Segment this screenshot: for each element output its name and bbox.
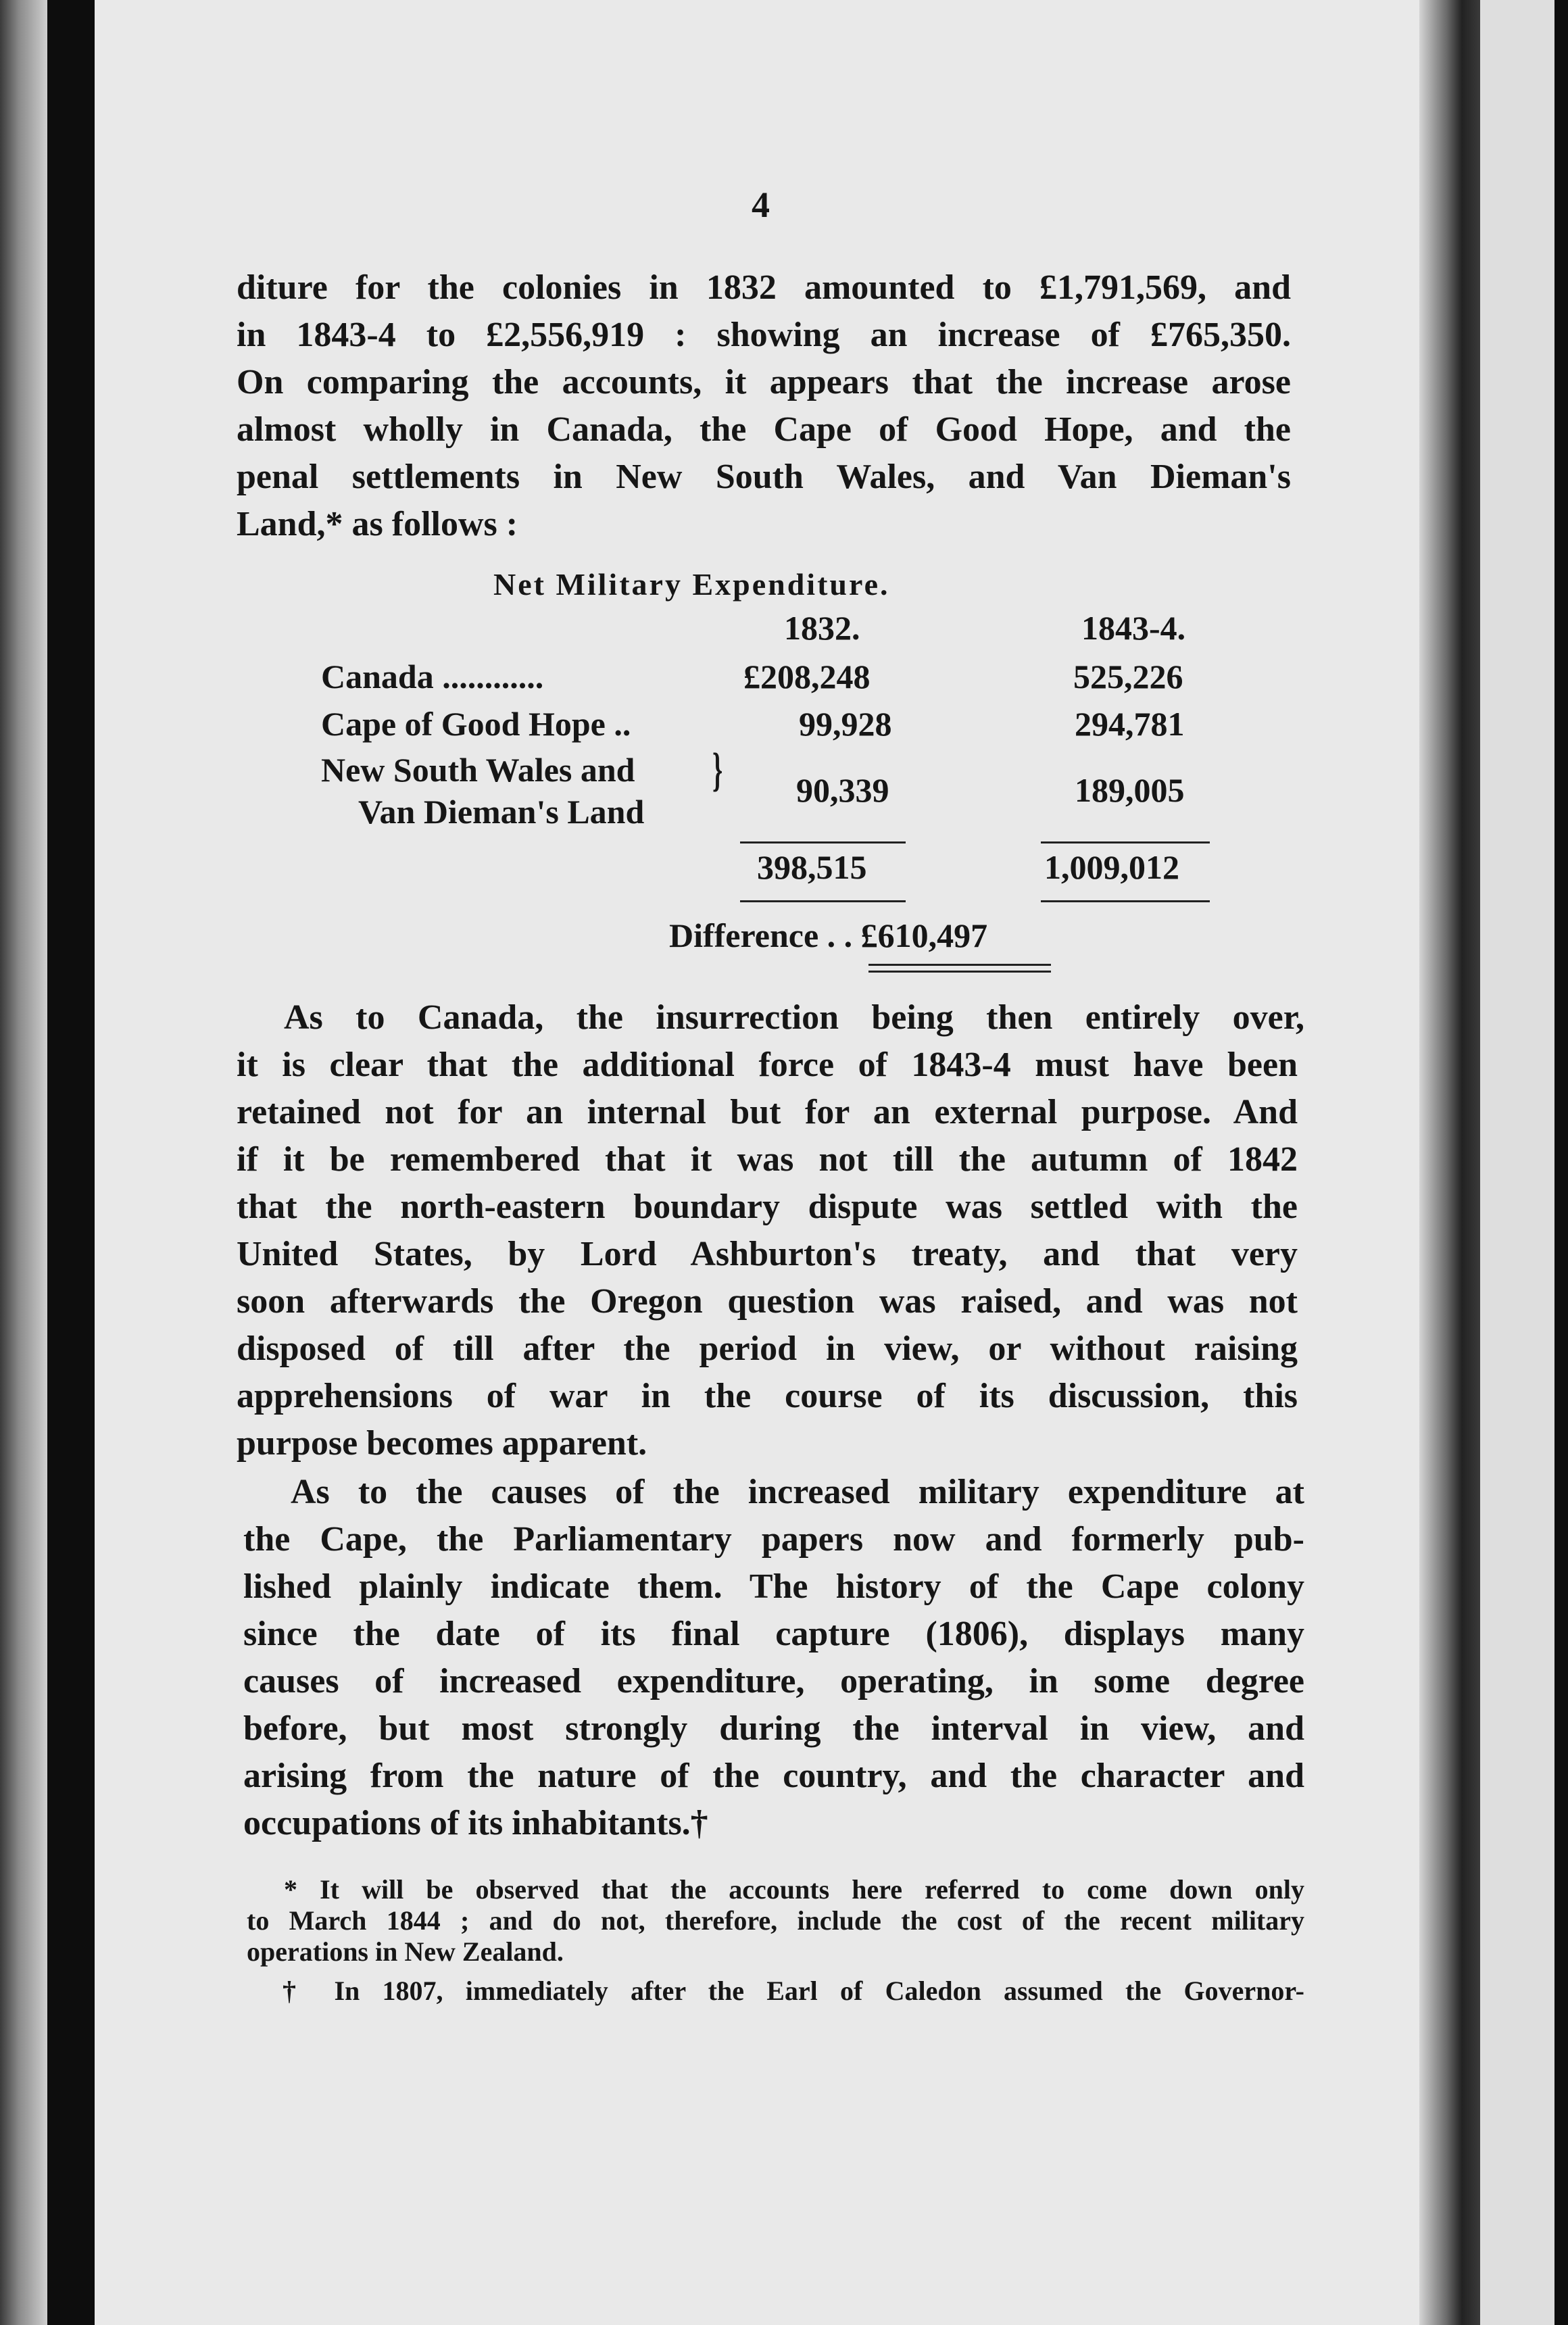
body-line: before, but most strongly during the interval in view, and (243, 1709, 1304, 1748)
double-rule (868, 971, 1051, 973)
page-number: 4 (752, 185, 770, 225)
double-rule (868, 964, 1051, 966)
body-line: arising from the nature of the country, and the character and (243, 1757, 1304, 1795)
brace-icon: } (712, 744, 723, 796)
body-line: if it be remembered that it was not till the autumn of 1842 (237, 1140, 1298, 1179)
page-edge (0, 0, 47, 2325)
value-canada-1832: £208,248 (743, 658, 871, 695)
body-line: On comparing the accounts, it appears that the increase arose (237, 363, 1291, 401)
column-header-1843: 1843-4. (1081, 609, 1186, 647)
body-line: it is clear that the additional force of 1843-4 must have been (237, 1046, 1298, 1084)
footnote: * It will be observed that the accounts here referred to come down only (284, 1874, 1304, 1905)
value-nsw-1843: 189,005 (1075, 771, 1185, 809)
total-rule (740, 900, 906, 902)
body-line: in 1843-4 to £2,556,919 : showing an increase of £765,350. (237, 316, 1291, 354)
footnote: operations in New Zealand. (247, 1936, 564, 1967)
footnote: to March 1844 ; and do not, therefore, include the cost of the recent military (247, 1905, 1304, 1936)
body-line: soon afterwards the Oregon question was raised, and was not (237, 1282, 1298, 1321)
subtotal-rule (1041, 841, 1210, 843)
book-gutter (1419, 0, 1480, 2325)
row-label-cape: Cape of Good Hope .. (321, 705, 631, 743)
subtotal-rule (740, 841, 906, 843)
body-line: retained not for an internal but for an external purpose. And (237, 1093, 1298, 1131)
total-1843: 1,009,012 (1044, 848, 1179, 886)
body-line: causes of increased expenditure, operating, in some degree (243, 1662, 1304, 1700)
body-line: occupations of its inhabitants.† (243, 1804, 708, 1842)
value-cape-1832: 99,928 (799, 705, 892, 743)
table-heading: Net Military Expenditure. (493, 567, 890, 602)
row-label-canada: Canada ............ (321, 658, 544, 695)
facing-page-edge (1480, 0, 1554, 2325)
value-nsw-1832: 90,339 (796, 771, 889, 809)
body-line: As to Canada, the insurrection being then entirely over, (284, 998, 1304, 1037)
body-line: purpose becomes apparent. (237, 1424, 647, 1463)
row-label-van-dieman: Van Dieman's Land (358, 793, 645, 831)
value-canada-1843: 525,226 (1073, 658, 1183, 695)
body-line: As to the causes of the increased military expenditure at (291, 1473, 1304, 1511)
column-header-1832: 1832. (784, 609, 860, 647)
difference-line: Difference . . £610,497 (669, 916, 988, 954)
body-line: almost wholly in Canada, the Cape of Good Hope, and the (237, 410, 1291, 449)
body-line: apprehensions of war in the course of its discussion, this (237, 1377, 1298, 1415)
body-line: diture for the colonies in 1832 amounted to £1,791,569, and (237, 268, 1291, 307)
body-line: penal settlements in New South Wales, and Van Dieman's (237, 458, 1291, 496)
total-1832: 398,515 (757, 848, 867, 886)
body-line: Land,* as follows : (237, 505, 518, 543)
value-cape-1843: 294,781 (1075, 705, 1185, 743)
body-line: that the north-eastern boundary dispute was settled with the (237, 1188, 1298, 1226)
footnote: † In 1807, immediately after the Earl of Caledon assumed the Governor- (283, 1976, 1304, 2006)
body-line: disposed of till after the period in view, or without raising (237, 1329, 1298, 1368)
body-line: the Cape, the Parliamentary papers now and formerly pub- (243, 1520, 1304, 1559)
body-line: since the date of its final capture (1806), displays many (243, 1615, 1304, 1653)
total-rule (1041, 900, 1210, 902)
body-line: lished plainly indicate them. The history of the Cape colony (243, 1567, 1304, 1606)
body-line: United States, by Lord Ashburton's treaty, and that very (237, 1235, 1298, 1273)
row-label-nsw: New South Wales and (321, 751, 635, 789)
